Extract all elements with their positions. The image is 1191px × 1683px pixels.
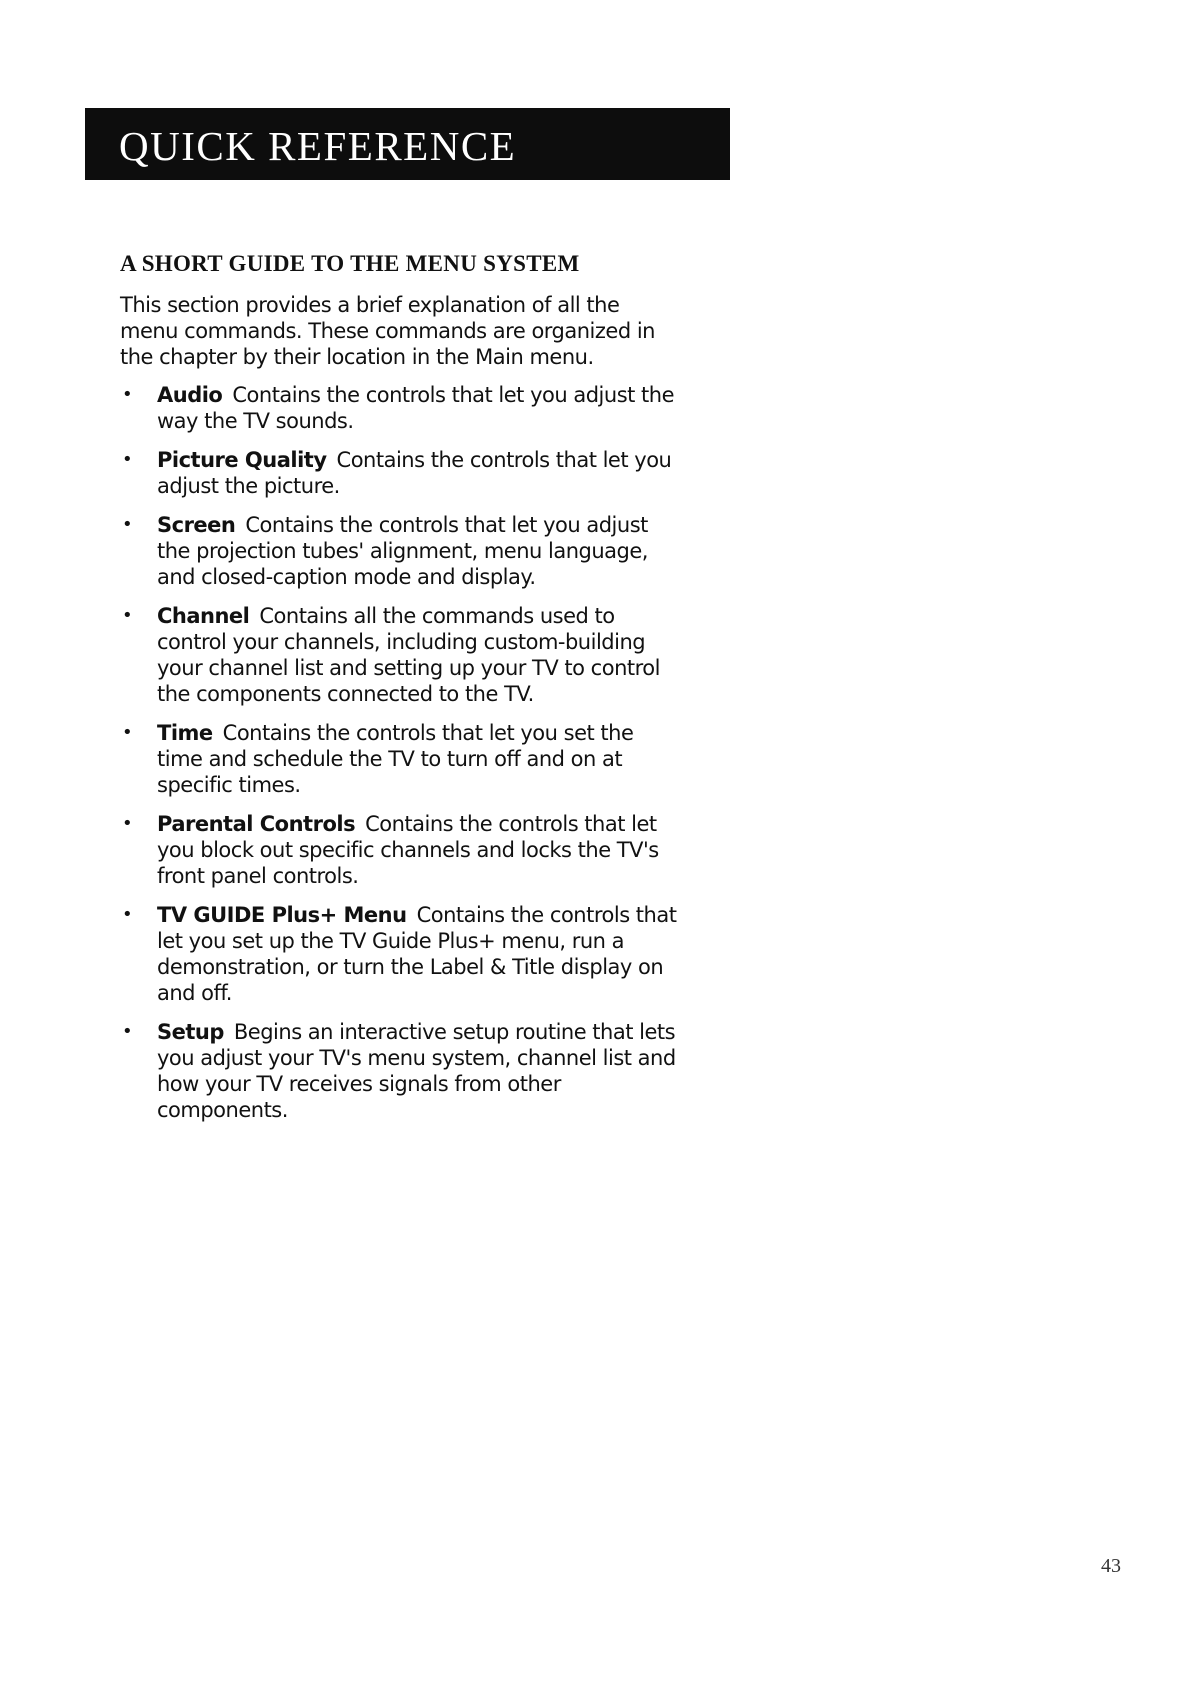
item-description: Contains the controls that let you adjust the way the TV sounds. bbox=[157, 382, 675, 433]
bullet-icon: • bbox=[122, 721, 133, 743]
section-title: A SHORT GUIDE TO THE MENU SYSTEM bbox=[120, 251, 580, 276]
page-header-title: QUICK REFERENCE bbox=[119, 122, 517, 169]
item-name: Channel bbox=[157, 603, 250, 628]
list-item-channel bbox=[120, 603, 680, 707]
item-name: Setup bbox=[157, 1019, 224, 1044]
item-description: Contains the controls that let you set the time and schedule the TV to turn off and on at specific times. bbox=[157, 720, 634, 797]
list-item-time bbox=[120, 720, 680, 798]
item-name: Time bbox=[157, 720, 213, 745]
bullet-icon: • bbox=[122, 383, 133, 405]
list-item-screen bbox=[120, 512, 680, 590]
list-item-setup bbox=[120, 1019, 680, 1123]
list-item-parental-controls bbox=[120, 811, 680, 889]
item-description: Contains the controls that let you block out specific channels and locks the TV's front panel controls. bbox=[157, 811, 659, 888]
item-name: TV GUIDE Plus+ Menu bbox=[157, 902, 407, 927]
page-number: 43 bbox=[1101, 1555, 1121, 1577]
item-name: Picture Quality bbox=[157, 447, 327, 472]
header-banner bbox=[85, 108, 730, 180]
bullet-icon: • bbox=[122, 812, 133, 834]
main-content bbox=[120, 250, 680, 1136]
item-description: Begins an interactive setup routine that lets you adjust your TV's menu system, channel list and how your TV receives signals from other components. bbox=[157, 1019, 676, 1122]
bullet-icon: • bbox=[122, 448, 133, 470]
bullet-icon: • bbox=[122, 513, 133, 535]
item-name: Screen bbox=[157, 512, 236, 537]
bullet-icon: • bbox=[122, 1020, 133, 1042]
item-name: Audio bbox=[157, 382, 223, 407]
item-description: Contains the controls that let you set up the TV Guide Plus+ menu, run a demonstration, or turn the Label & Title display on and off. bbox=[157, 902, 677, 1005]
bullet-icon: • bbox=[122, 604, 133, 626]
item-name: Parental Controls bbox=[157, 811, 356, 836]
list-item-picture-quality bbox=[120, 447, 680, 499]
bullet-icon: • bbox=[122, 903, 133, 925]
list-item-audio bbox=[120, 382, 680, 434]
item-description: Contains the controls that let you adjust the picture. bbox=[157, 447, 672, 498]
item-description: Contains all the commands used to control your channels, including custom-building your channel list and setting up your TV to control the components connected to the TV. bbox=[157, 603, 660, 706]
list-item-tv-guide-plus-menu bbox=[120, 902, 680, 1006]
intro-paragraph: This section provides a brief explanation of all the menu commands. These commands are organized in the chapter by their location in the Main menu. bbox=[120, 292, 655, 369]
menu-command-list bbox=[120, 382, 680, 1123]
item-description: Contains the controls that let you adjust the projection tubes' alignment, menu language, and closed-caption mode and display. bbox=[157, 512, 648, 589]
